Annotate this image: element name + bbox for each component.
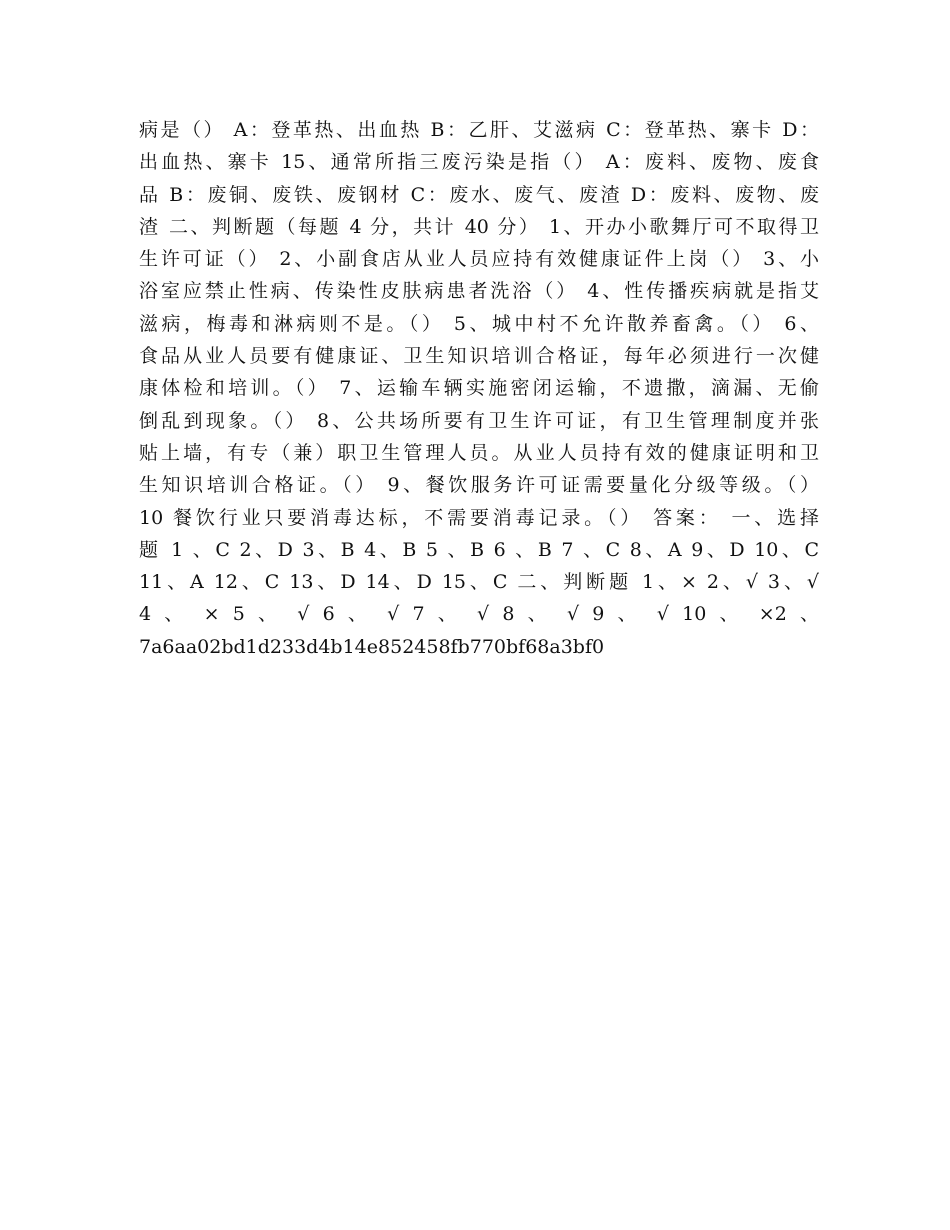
text-line-14: 题 1 、C 2、D 3、B 4、B 5 、B 6 、B 7 、C 8、A 9、D 10、C [139,538,819,561]
document-hash-line: 7a6aa02bd1d233d4b14e852458fb770bf68a3bf0 [139,635,605,658]
text-line-12: 生知识培训合格证。（） 9、餐饮服务许可证需要量化分级等级。（） [139,474,819,497]
text-line-15: 11、A 12、C 13、D 14、D 15、C 二、判断题 1、× 2、√ 3、√ [139,571,819,594]
text-line-6: 浴室应禁止性病、传染性皮肤病患者洗浴（） 4、性传播疾病就是指艾 [139,280,819,303]
text-line-5: 生许可证（） 2、小副食店从业人员应持有效健康证件上岗（） 3、小 [139,248,819,271]
text-line-13: 10 餐饮行业只要消毒达标，不需要消毒记录。（） 答案： 一、选择 [139,506,819,529]
text-line-9: 康体检和培训。（） 7、运输车辆实施密闭运输，不遗撒，滴漏、无偷 [139,377,819,400]
body-text [139,114,819,663]
text-line-3: 品 B：废铜、废铁、废钢材 C：废水、废气、废渣 D：废料、废物、废 [139,183,819,206]
text-line-16: 4 、 × 5 、 √ 6 、 √ 7 、 √ 8 、 √ 9 、 √ 10 、 ×2 、 [139,603,819,626]
text-line-11: 贴上墙，有专（兼）职卫生管理人员。从业人员持有效的健康证明和卫 [139,441,819,464]
text-line-1: 病是（） A：登革热、出血热 B：乙肝、艾滋病 C：登革热、寨卡 D： [139,119,819,141]
text-line-2: 出血热、寨卡 15、通常所指三废污染是指（） A：废料、废物、废食 [139,151,819,174]
text-line-10: 倒乱到现象。（） 8、公共场所要有卫生许可证，有卫生管理制度并张 [139,409,819,432]
text-line-8: 食品从业人员要有健康证、卫生知识培训合格证，每年必须进行一次健 [139,345,819,368]
text-line-4: 渣 二、判断题（每题 4 分，共计 40 分） 1、开办小歌舞厅可不取得卫 [139,215,819,238]
text-line-7: 滋病，梅毒和淋病则不是。（） 5、城中村不允许散养畜禽。（） 6、 [139,312,819,335]
